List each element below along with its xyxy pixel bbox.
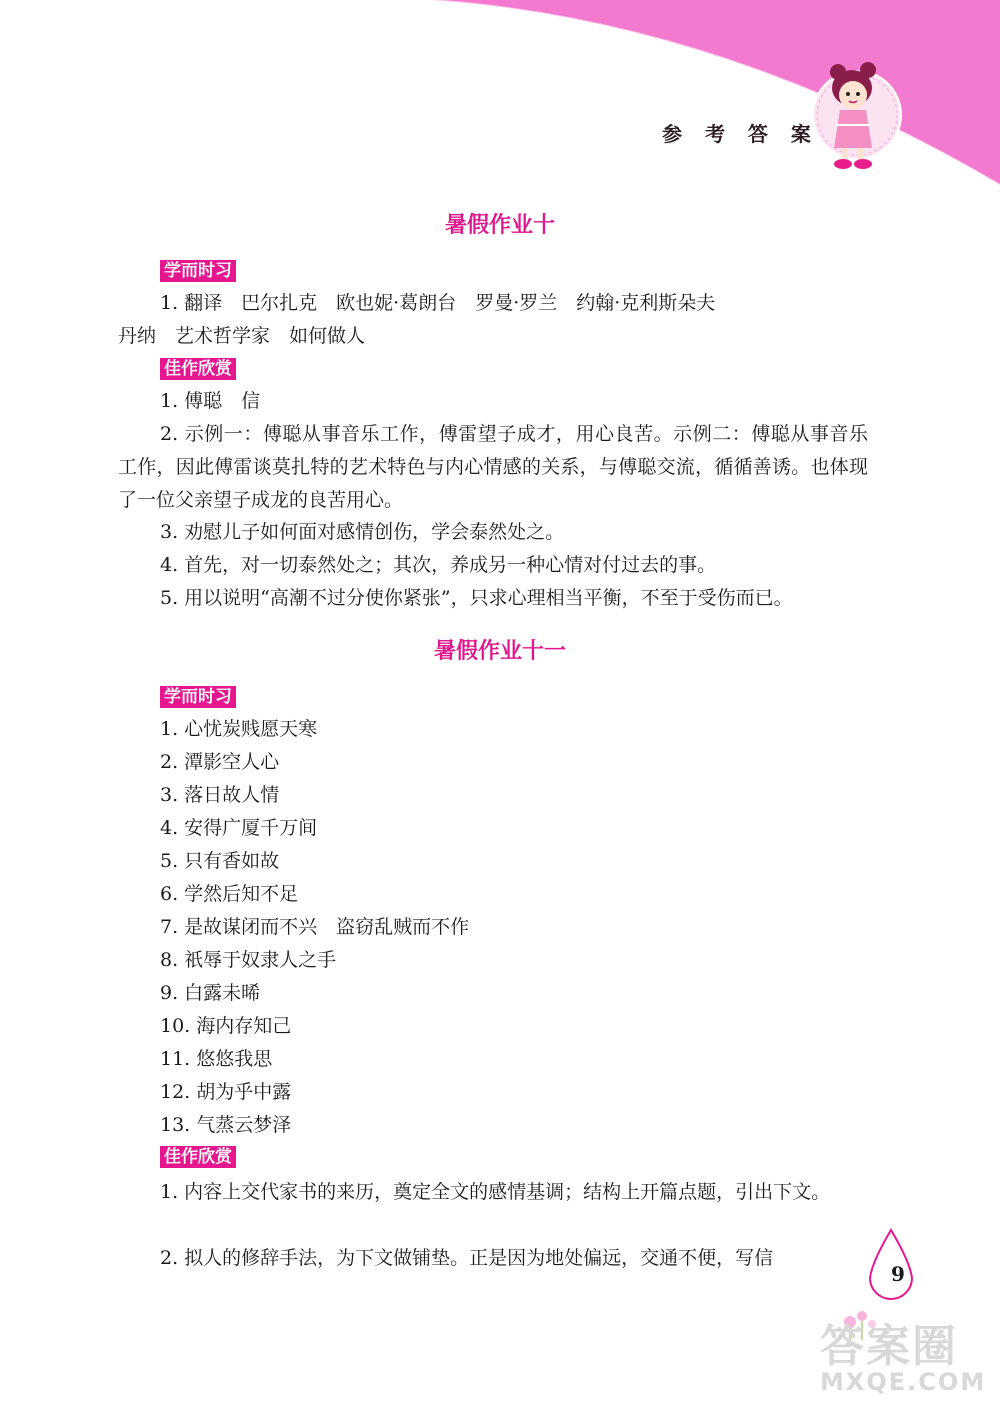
study-item: 11. 悠悠我思 [160, 1048, 273, 1070]
answer-paragraph: 1. 内容上交代家书的来历，奠定全文的感情基调；结构上开篇点题，引出下文。 [160, 1181, 831, 1203]
appreciate-tag: 佳作欣赏 [160, 358, 236, 380]
appreciate-tag: 佳作欣赏 [160, 1146, 236, 1168]
answer-item: 3. 劝慰儿子如何面对感情创伤，学会泰然处之。 [160, 521, 565, 543]
study-item: 12. 胡为乎中露 [160, 1081, 292, 1103]
study-line: 1. 翻译 巴尔扎克 欧也妮·葛朗台 罗曼·罗兰 约翰·克利斯朵夫 [160, 292, 716, 314]
study-line: 丹纳 艺术哲学家 如何做人 [118, 325, 366, 347]
study-item: 13. 气蒸云梦泽 [160, 1114, 292, 1136]
answer-item: 4. 首先，对一切泰然处之；其次，养成另一种心情对付过去的事。 [160, 554, 717, 576]
watermark-line1: 答案圈 [820, 1321, 958, 1372]
study-item: 4. 安得广厦千万间 [160, 817, 318, 839]
watermark [820, 1310, 986, 1396]
study-item: 1. 心忧炭贱愿天寒 [160, 718, 318, 740]
study-tag: 学而时习 [160, 686, 236, 708]
study-item: 10. 海内存知己 [160, 1015, 292, 1037]
watermark-line2: MXQE.COM [820, 1368, 987, 1396]
section-title: 暑假作业十 [444, 213, 555, 238]
section-title: 暑假作业十一 [433, 639, 566, 664]
answer-paragraph: 2. 拟人的修辞手法，为下文做铺垫。正是因为地处偏远，交通不便，写信 [160, 1247, 774, 1269]
study-item: 8. 祇辱于奴隶人之手 [160, 949, 337, 971]
study-item: 7. 是故谋闭而不兴 盗窃乱贼而不作 [160, 916, 470, 938]
page-number: 9 [891, 1262, 905, 1286]
study-item: 2. 潭影空人心 [160, 751, 280, 773]
study-item: 5. 只有香如故 [160, 850, 280, 872]
answer-item: 1. 傅聪 信 [160, 390, 261, 412]
answer-item: 5. 用以说明“高潮不过分使你紧张”，只求心理相当平衡，不至于受伤而已。 [160, 587, 793, 609]
pink-corner-decoration [0, 0, 1000, 200]
study-item: 9. 白露未晞 [160, 982, 261, 1004]
study-tag: 学而时习 [160, 260, 236, 282]
study-item: 6. 学然后知不足 [160, 883, 299, 905]
study-item: 3. 落日故人情 [160, 784, 280, 806]
answer-paragraph: 2. 示例一：傅聪从事音乐工作，傅雷望子成才，用心良苦。示例二：傅聪从事音乐工作，因此傅雷谈莫扎特的艺术特色与内心情感的关系，与傅聪交流，循循善诱。也体现了一位父亲望子成龙的良苦用心。 [118, 423, 868, 511]
answer-key-label: 参 考 答 案 [662, 122, 819, 146]
